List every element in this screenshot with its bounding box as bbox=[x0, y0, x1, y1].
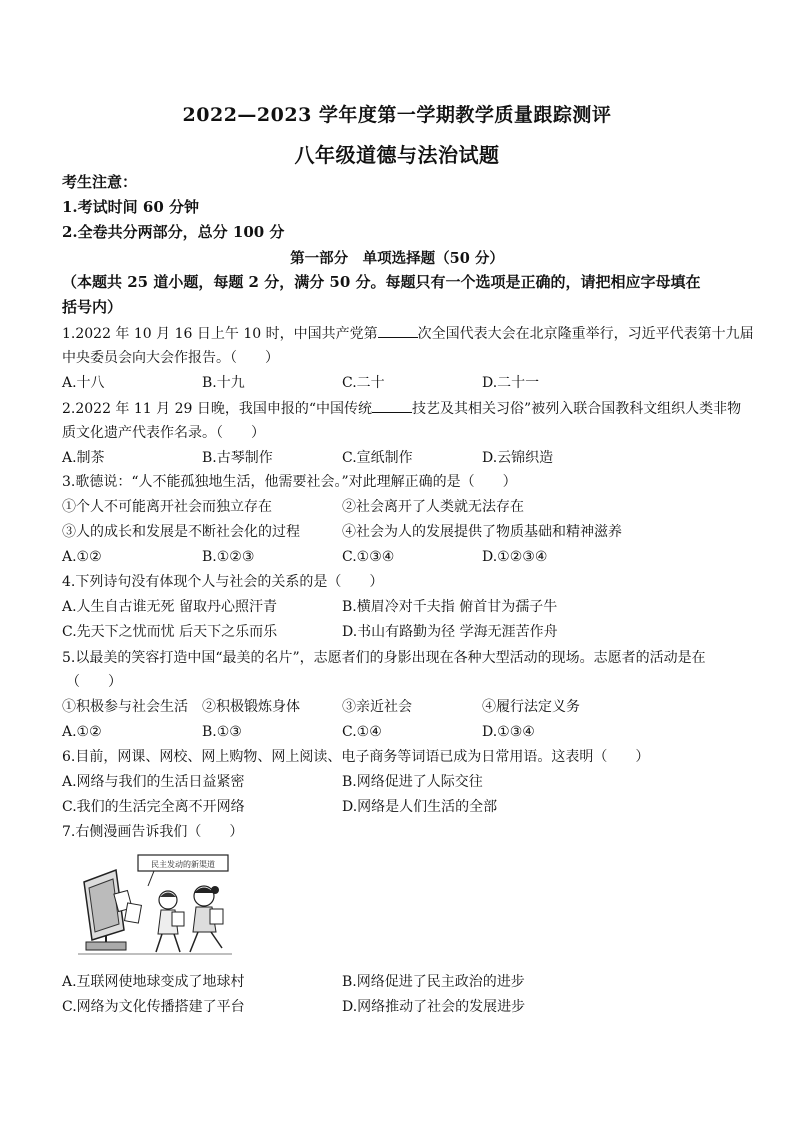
notice-item: 2.全卷共分两部分，总分 100 分 bbox=[62, 223, 285, 241]
statement-1: ①个人不可能离开社会而独立存在 bbox=[62, 499, 272, 515]
question-5-stem-cont: （ ） bbox=[66, 674, 122, 690]
option-c: C.先天下之忧而忧 后天下之乐而乐 bbox=[62, 624, 278, 640]
notice-item: 1.考试时间 60 分钟 bbox=[62, 198, 199, 216]
exam-title: 2022—2023 学年度第一学期教学质量跟踪测评 bbox=[182, 104, 612, 126]
option-d: D.书山有路勤为径 学海无涯苦作舟 bbox=[342, 624, 558, 640]
statement-4: ④履行法定义务 bbox=[482, 699, 580, 715]
section-instructions: 括号内） bbox=[62, 298, 123, 316]
option-d: D.①③④ bbox=[482, 724, 535, 740]
option-d: D.网络是人们生活的全部 bbox=[342, 799, 498, 815]
question-3-stem: 3.歌德说：“人不能孤独地生活，他需要社会。”对此理解正确的是（ ） bbox=[62, 474, 517, 490]
option-b: B.①③ bbox=[202, 724, 242, 740]
option-a: A.①② bbox=[62, 724, 102, 740]
option-a: A.互联网使地球变成了地球村 bbox=[62, 974, 245, 990]
question-2-stem-cont: 质文化遗产代表作名录。（ ） bbox=[62, 425, 265, 441]
section-title: 第一部分 单项选择题（50 分） bbox=[290, 250, 504, 267]
option-b: B.横眉冷对千夫指 俯首甘为孺子牛 bbox=[342, 599, 558, 615]
option-a: A.制茶 bbox=[62, 450, 105, 466]
option-b: B.网络促进了人际交往 bbox=[342, 774, 483, 790]
option-c: C.网络为文化传播搭建了平台 bbox=[62, 999, 245, 1015]
option-d: D.网络推动了社会的发展进步 bbox=[342, 999, 526, 1015]
question-5-stem: 5.以最美的笑容打造中国“最美的名片”，志愿者们的身影出现在各种大型活动的现场。志愿者的活动是在 bbox=[62, 650, 706, 666]
question-1-stem-cont: 中央委员会向大会作报告。（ ） bbox=[62, 350, 279, 366]
statement-3: ③亲近社会 bbox=[342, 699, 412, 715]
option-c: C.宣纸制作 bbox=[342, 450, 413, 466]
option-a: A.十八 bbox=[62, 375, 105, 391]
question-text: 2.2022 年 11 月 29 日晚，我国申报的“中国传统 bbox=[62, 401, 373, 417]
option-c: C.①④ bbox=[342, 724, 382, 740]
answer-blank bbox=[372, 398, 412, 413]
statement-3: ③人的成长和发展是不断社会化的过程 bbox=[62, 524, 300, 540]
option-c: C.我们的生活完全离不开网络 bbox=[62, 799, 245, 815]
section-instructions: （本题共 25 道小题，每题 2 分，满分 50 分。每题只有一个选项是正确的，请把相应字母填在 bbox=[62, 273, 701, 291]
option-d: D.二十一 bbox=[482, 375, 540, 391]
question-1-stem bbox=[62, 323, 754, 344]
exam-subtitle: 八年级道德与法治试题 bbox=[294, 143, 500, 167]
option-c: C.①③④ bbox=[342, 549, 395, 565]
cartoon-sign-text: 民主发动的新渠道 bbox=[151, 860, 215, 869]
question-text: 技艺及其相关习俗”被列入联合国教科文组织人类非物 bbox=[412, 401, 742, 417]
question-text: 1.2022 年 10 月 16 日上午 10 时，中国共产党第 bbox=[62, 326, 378, 342]
question-4-stem: 4.下列诗句没有体现个人与社会的关系的是（ ） bbox=[62, 574, 384, 590]
cartoon-illustration bbox=[76, 852, 234, 962]
option-a: A.人生自古谁无死 留取丹心照汗青 bbox=[62, 599, 278, 615]
option-c: C.二十 bbox=[342, 375, 385, 391]
statement-2: ②社会离开了人类就无法存在 bbox=[342, 499, 524, 515]
answer-blank bbox=[378, 323, 418, 338]
option-b: B.网络促进了民主政治的进步 bbox=[342, 974, 525, 990]
option-d: D.①②③④ bbox=[482, 549, 548, 565]
question-2-stem bbox=[62, 398, 741, 419]
option-a: A.①② bbox=[62, 549, 102, 565]
option-d: D.云锦织造 bbox=[482, 450, 554, 466]
option-b: B.古琴制作 bbox=[202, 450, 273, 466]
question-text: 次全国代表大会在北京隆重举行，习近平代表第十九届 bbox=[417, 326, 754, 342]
statement-2: ②积极锻炼身体 bbox=[202, 699, 300, 715]
statement-4: ④社会为人的发展提供了物质基础和精神滋养 bbox=[342, 524, 622, 540]
option-b: B.①②③ bbox=[202, 549, 255, 565]
notice-heading: 考生注意： bbox=[62, 173, 138, 191]
question-7-stem: 7.右侧漫画告诉我们（ ） bbox=[62, 824, 244, 840]
statement-1: ①积极参与社会生活 bbox=[62, 699, 188, 715]
question-6-stem: 6.目前，网课、网校、网上购物、网上阅读、电子商务等词语已成为日常用语。这表明（ ） bbox=[62, 749, 650, 765]
option-b: B.十九 bbox=[202, 375, 245, 391]
option-a: A.网络与我们的生活日益紧密 bbox=[62, 774, 245, 790]
